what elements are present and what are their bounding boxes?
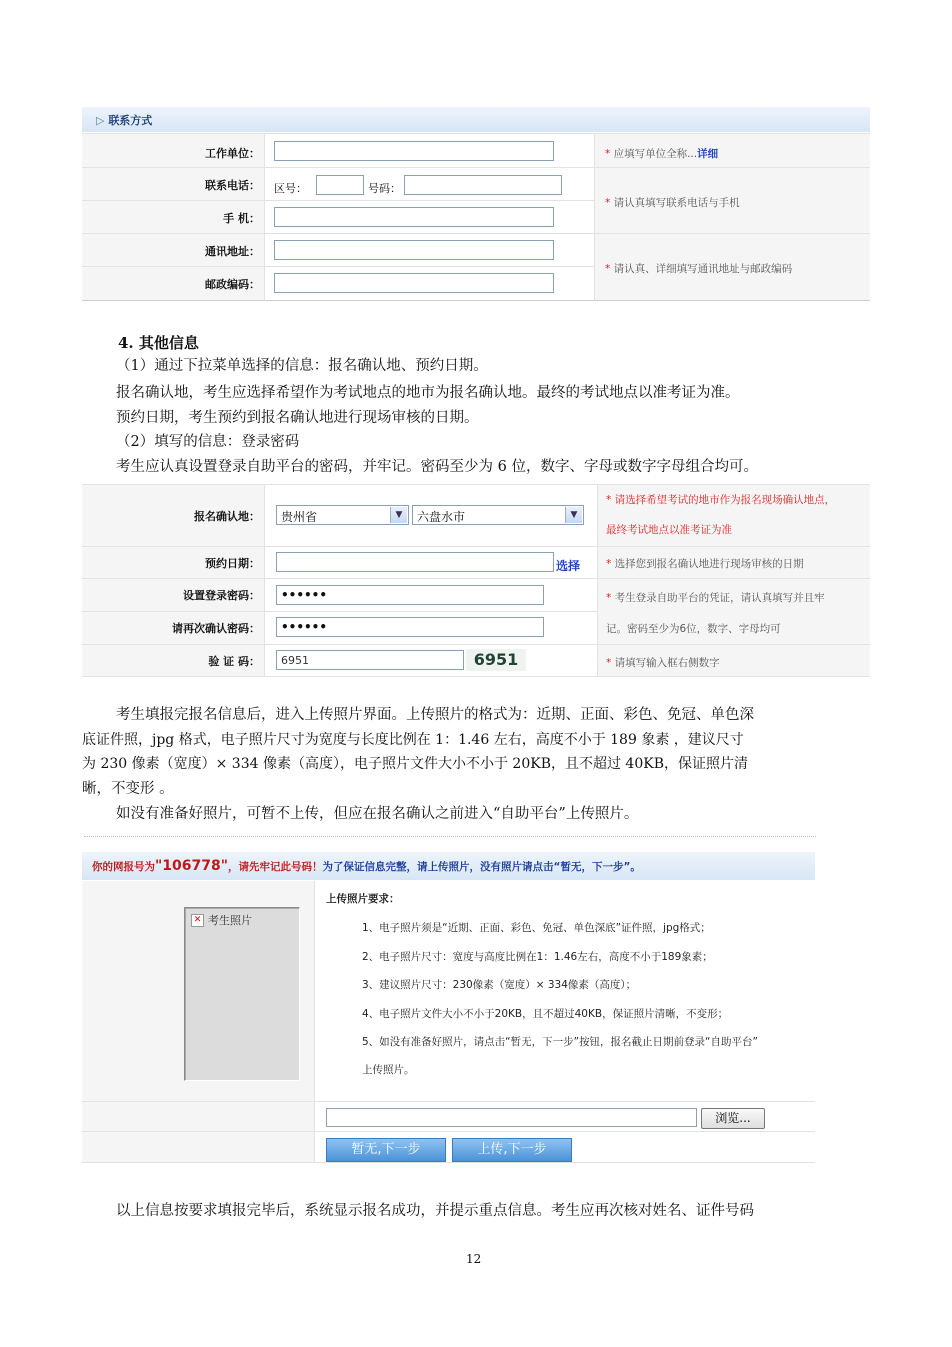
- req-title: 上传照片要求：: [326, 893, 400, 905]
- province-select[interactable]: 贵州省 ▼: [276, 505, 409, 525]
- broken-image-icon: ✕: [191, 914, 204, 927]
- captcha-image: 6951: [466, 649, 526, 671]
- section-line-3: 预约日期，考生预约到报名确认地进行现场审核的日期。: [116, 410, 479, 426]
- dotted-divider: [84, 836, 816, 837]
- chevron-down-icon: ▼: [390, 507, 407, 523]
- password-hint-1: * 考生登录自助平台的凭证，请认真填写并且牢: [606, 592, 825, 604]
- postcode-label: 邮政编码：: [205, 278, 260, 291]
- section-line-2: 报名确认地，考生应选择希望作为考试地点的地市为报名确认地。最终的考试地点以准考证为准。: [116, 385, 740, 401]
- mobile-input[interactable]: [274, 207, 554, 227]
- chevron-down-icon: ▼: [565, 507, 582, 523]
- password-label: 设置登录密码：: [183, 589, 260, 602]
- captcha-label: 验 证 码：: [208, 655, 260, 668]
- photo-alt-text: 考生照片: [208, 914, 252, 927]
- photo-column-lower: [82, 1102, 314, 1162]
- site-hint-2: 最终考试地点以准考证为准: [606, 524, 732, 536]
- mobile-label: 手 机：: [223, 212, 260, 225]
- captcha-input[interactable]: 6951: [276, 650, 464, 670]
- req-item-3: 3、建议照片尺寸：230像素（宽度）× 334像素（高度）；: [362, 979, 637, 991]
- site-hint-1: * 请选择希望考试的地市作为报名现场确认地点，: [606, 494, 836, 506]
- req-item-4: 4、电子照片文件大小不小于20KB，且不超过40KB，保证照片清晰，不变形；: [362, 1008, 729, 1020]
- skip-next-button[interactable]: 暂无,下一步: [326, 1138, 446, 1162]
- confirm-hint-col: [597, 484, 870, 676]
- photo-line-3: 为 230 像素（宽度）× 334 像素（高度），电子照片文件大小不小于 20KB，且不超过 40KB，保证照片清: [82, 756, 748, 772]
- upload-next-button[interactable]: 上传,下一步: [452, 1138, 572, 1162]
- work-unit-label: 工作单位：: [205, 147, 260, 160]
- password-input[interactable]: ••••••: [276, 585, 544, 605]
- work-unit-input[interactable]: [274, 141, 554, 161]
- phone-label: 联系电话：: [205, 179, 260, 192]
- req-item-6: 上传照片。: [362, 1064, 415, 1076]
- area-code-label: 区号：: [274, 182, 307, 195]
- photo-line-5: 如没有准备好照片，可暂不上传，但应在报名确认之前进入“自助平台”上传照片。: [116, 806, 639, 822]
- site-label: 报名确认地：: [194, 510, 260, 523]
- number-label: 号码：: [368, 182, 401, 195]
- section-title: 4. 其他信息: [118, 334, 199, 352]
- date-label: 预约日期：: [205, 557, 260, 570]
- confirm-password-input[interactable]: ••••••: [276, 617, 544, 637]
- section-line-5: 考生应认真设置登录自助平台的密码，并牢记。密码至少为 6 位，数字、字母或数字字母组合均可。: [116, 459, 758, 475]
- password-hint-2: 记。密码至少为6位，数字、字母均可: [606, 623, 781, 635]
- address-input[interactable]: [274, 240, 554, 260]
- phone-hint: * 请认真填写联系电话与手机: [605, 197, 740, 209]
- req-item-1: 1、电子照片须是“近期、正面、彩色、免冠、单色深底”证件照，jpg格式；: [362, 922, 711, 934]
- photo-placeholder: [184, 907, 300, 1081]
- req-item-2: 2、电子照片尺寸：宽度与高度比例在1：1.46左右，高度不小于189象素；: [362, 951, 713, 963]
- date-hint: * 选择您到报名确认地进行现场审核的日期: [606, 558, 804, 570]
- browse-button[interactable]: 浏览...: [701, 1108, 765, 1129]
- photo-line-1: 考生填报完报名信息后，进入上传照片界面。上传照片的格式为：近期、正面、彩色、免冠、单色深: [116, 707, 754, 723]
- section-line-1: （1）通过下拉菜单选择的信息：报名确认地、预约日期。: [116, 358, 488, 374]
- confirm-password-label: 请再次确认密码：: [172, 622, 260, 635]
- contact-header: ▷ 联系方式: [96, 114, 153, 127]
- address-hint: * 请认真、详细填写通讯地址与邮政编码: [605, 263, 793, 275]
- captcha-hint: * 请填写输入框右侧数字: [606, 657, 720, 669]
- work-unit-hint: * 应填写单位全称...详细: [605, 148, 719, 160]
- file-path-input[interactable]: [326, 1108, 697, 1127]
- contact-header-bar: [82, 107, 870, 132]
- address-label: 通讯地址：: [205, 245, 260, 258]
- photo-line-2: 底证件照，jpg 格式，电子照片尺寸为宽度与长度比例在 1：1.46 左右，高度不小于 189 象素 ，建议尺寸: [82, 732, 744, 748]
- date-input[interactable]: [276, 552, 554, 572]
- postcode-input[interactable]: [274, 273, 554, 293]
- date-select-link[interactable]: 选择: [556, 559, 581, 573]
- section-line-4: （2）填写的信息：登录密码: [116, 434, 300, 450]
- closing-line: 以上信息按要求填报完毕后，系统显示报名成功，并提示重点信息。考生应再次核对姓名、证件号码: [116, 1203, 754, 1219]
- detail-link[interactable]: 详细: [697, 148, 719, 160]
- req-item-5: 5、如没有准备好照片，请点击“暂无，下一步”按钮，报名截止日期前登录“自助平台”: [362, 1036, 758, 1048]
- photo-line-4: 晰，不变形 。: [82, 781, 174, 797]
- city-select[interactable]: 六盘水市 ▼: [412, 505, 584, 525]
- arrow-icon: ▷: [96, 114, 105, 127]
- upload-notice: 你的网报号为"106778"，请先牢记此号码！为了保证信息完整，请上传照片，没有照片请点击“暂无，下一步”。: [92, 858, 641, 874]
- phone-number-input[interactable]: [404, 175, 562, 195]
- area-code-input[interactable]: [316, 175, 364, 195]
- page-number: 12: [466, 1252, 482, 1266]
